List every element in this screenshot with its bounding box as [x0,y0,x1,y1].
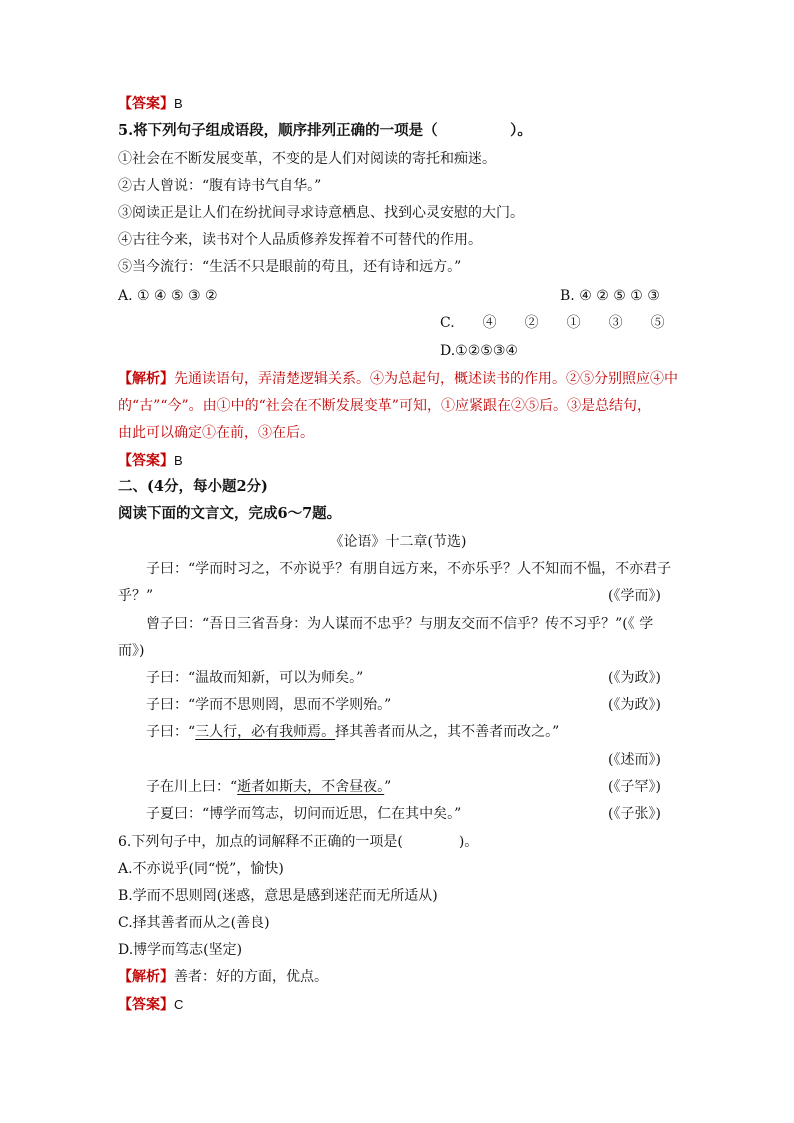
answer-line [118,94,678,114]
analysis-text: 善者：好的方面，优点。 [174,969,328,985]
passage-5-pre: 子曰：“ [146,724,196,740]
passage-5 [146,722,706,742]
answer-tag: 【答案】 [118,453,174,469]
passage-7: 子夏曰：“博学而笃志，切问而近思，仁在其中矣。” [146,806,462,822]
answer-tag: 【答案】 [118,997,174,1013]
analysis-text: 先通读语句，弄清楚逻辑关系。④为总起句，概述读书的作用。②⑤分别照应④中 [174,371,678,387]
analysis-line [118,967,678,987]
passage-5-source: (《述而》) [608,752,661,768]
sentence-1: ①社会在不断发展变革，不变的是人们对阅读的寄托和痴迷。 [118,151,496,167]
answer-value: C [174,997,184,1012]
passage-7-source: (《子张》) [608,806,661,822]
q6-option-b: B.学而不思则罔(迷惑，意思是感到迷茫而无所适从) [118,888,438,904]
sentence-2: ②古人曾说：“腹有诗书气自华。” [118,178,322,194]
passage-6-post: ” [384,779,392,795]
answer-line [118,451,678,471]
question-6-stem: 6.下列句子中，加点的词解释不正确的一项是( )。 [118,834,479,850]
analysis-line-1 [118,369,678,389]
sentence-3: ③阅读正是让人们在纷扰间寻求诗意栖息、找到心灵安慰的大门。 [118,205,524,221]
section-heading: 二、(4分，每小题2分) [118,478,268,495]
analysis-tag: 【解析】 [118,371,174,387]
passage-4: 子曰：“学而不思则罔，思而不学则殆。” [146,697,392,713]
sentence-5: ⑤当今流行：“生活不只是眼前的苟且，还有诗和远方。” [118,259,462,275]
option-a: A. ① ④ ⑤ ③ ② [118,288,218,304]
analysis-line-3: 由此可以确定①在前，③在后。 [118,425,314,441]
option-d: D.①②⑤③④ [440,343,518,359]
passage-3: 子曰：“温故而知新，可以为师矣。” [146,670,364,686]
option-b: B. ④ ② ⑤ ① ③ [560,288,660,304]
passage-6-underlined: 逝者如斯夫，不舍昼夜。 [237,779,385,795]
answer-line [118,995,678,1015]
passage-3-source: (《为政》) [608,670,661,686]
passage-title: 《论语》十二章(节选) [329,534,467,550]
q6-option-c: C.择其善者而从之(善良) [118,915,270,931]
question-5-stem: 5.将下列句子组成语段，顺序排列正确的一项是（ ）。 [118,122,532,139]
passage-2-line-2: 而》) [118,643,145,659]
answer-value: B [174,453,183,468]
section-instruction: 阅读下面的文言文，完成6～7题。 [118,505,342,522]
passage-5-post: 择其善者而从之，其不善者而改之。” [335,724,560,740]
passage-1-line-1: 子曰：“学而时习之，不亦说乎？有朋自远方来，不亦乐乎？人不知而不愠，不亦君子 [146,561,672,577]
sentence-4: ④古往今来，读书对个人品质修养发挥着不可替代的作用。 [118,232,482,248]
passage-6-source: (《子罕》) [608,779,661,795]
answer-value: B [174,96,183,111]
q6-option-a: A.不亦说乎(同“悦”，愉快) [118,861,284,877]
analysis-tag: 【解析】 [118,969,174,985]
analysis-line-2: 的“古”“今”。由①中的“社会在不断发展变革”可知，①应紧跟在②⑤后。③是总结句， [118,398,651,414]
passage-5-underlined: 三人行，必有我师焉。 [195,724,336,740]
passage-4-source: (《为政》) [608,697,661,713]
passage-6-pre: 子在川上曰：“ [146,779,238,795]
answer-tag: 【答案】 [118,96,174,112]
passage-2-line-1: 曾子曰：“吾日三省吾身：为人谋而不忠乎？与朋友交而不信乎？传不习乎？”(《 学 [146,616,654,632]
passage-1-source: (《学而》) [608,588,661,604]
option-c: C. ④ ② ① ③ ⑤ [440,315,665,331]
passage-1-line-2: 乎？” [118,588,154,604]
q6-option-d: D.博学而笃志(坚定) [118,942,243,958]
